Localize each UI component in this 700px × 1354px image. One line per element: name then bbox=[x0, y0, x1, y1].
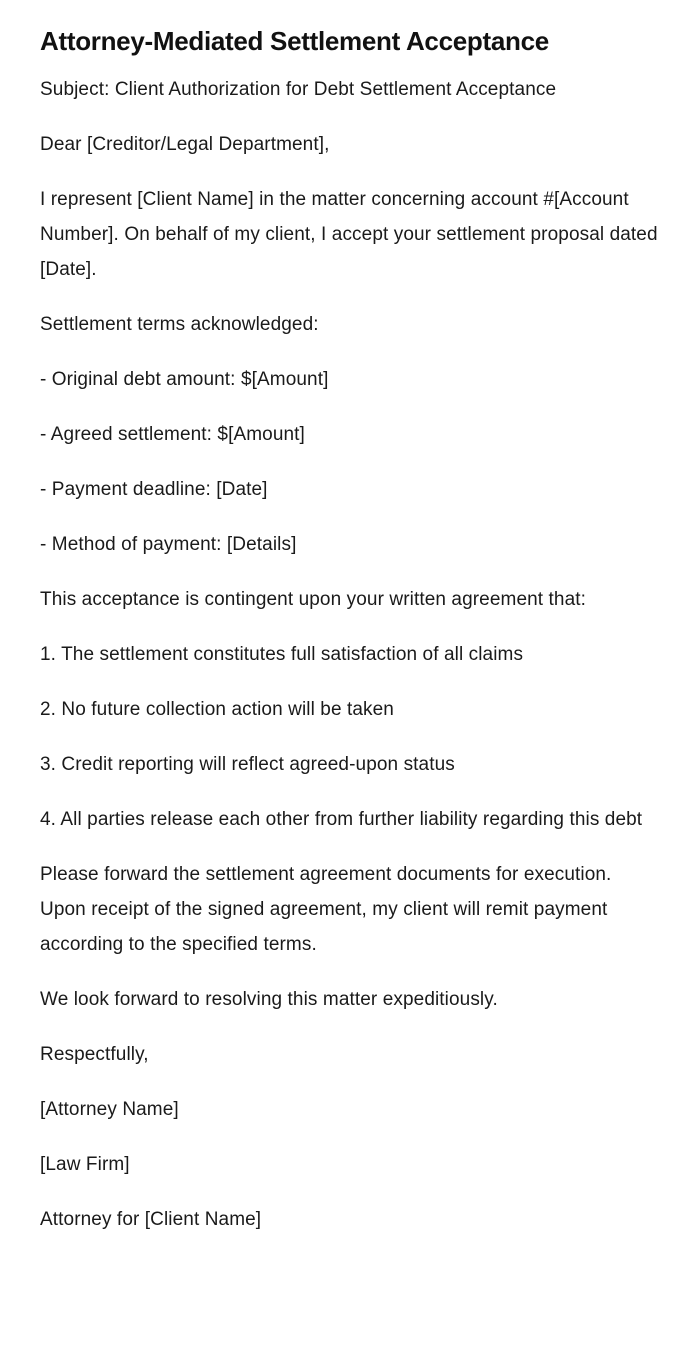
intro-paragraph: I represent [Client Name] in the matter concerning account #[Account Number]. On behalf of my client, I accept your settlement proposal dated [Date]. bbox=[40, 189, 658, 280]
condition-item-2: 2. No future collection action will be taken bbox=[40, 699, 394, 720]
condition-item-4: 4. All parties release each other from further liability regarding this debt bbox=[40, 809, 643, 830]
document-title: Attorney-Mediated Settlement Acceptance bbox=[40, 26, 549, 56]
law-firm: [Law Firm] bbox=[40, 1154, 130, 1175]
condition-item-3: 3. Credit reporting will reflect agreed-upon status bbox=[40, 754, 455, 775]
term-item-payment-deadline: - Payment deadline: [Date] bbox=[40, 479, 268, 500]
sign-off: Respectfully, bbox=[40, 1044, 149, 1065]
attorney-for: Attorney for [Client Name] bbox=[40, 1209, 262, 1230]
condition-item-1: 1. The settlement constitutes full satisfaction of all claims bbox=[40, 644, 524, 665]
term-item-original-debt: - Original debt amount: $[Amount] bbox=[40, 369, 329, 390]
subject-line: Subject: Client Authorization for Debt Settlement Acceptance bbox=[40, 79, 557, 100]
closing-line: We look forward to resolving this matter expeditiously. bbox=[40, 989, 498, 1010]
term-item-agreed-settlement: - Agreed settlement: $[Amount] bbox=[40, 424, 305, 445]
term-item-payment-method: - Method of payment: [Details] bbox=[40, 534, 297, 555]
salutation: Dear [Creditor/Legal Department], bbox=[40, 134, 330, 155]
attorney-name: [Attorney Name] bbox=[40, 1099, 179, 1120]
terms-heading: Settlement terms acknowledged: bbox=[40, 314, 319, 335]
contingency-intro: This acceptance is contingent upon your written agreement that: bbox=[40, 589, 586, 610]
request-paragraph: Please forward the settlement agreement documents for execution. Upon receipt of the signed agreement, my client will remit payment according to the specified terms. bbox=[40, 864, 612, 955]
